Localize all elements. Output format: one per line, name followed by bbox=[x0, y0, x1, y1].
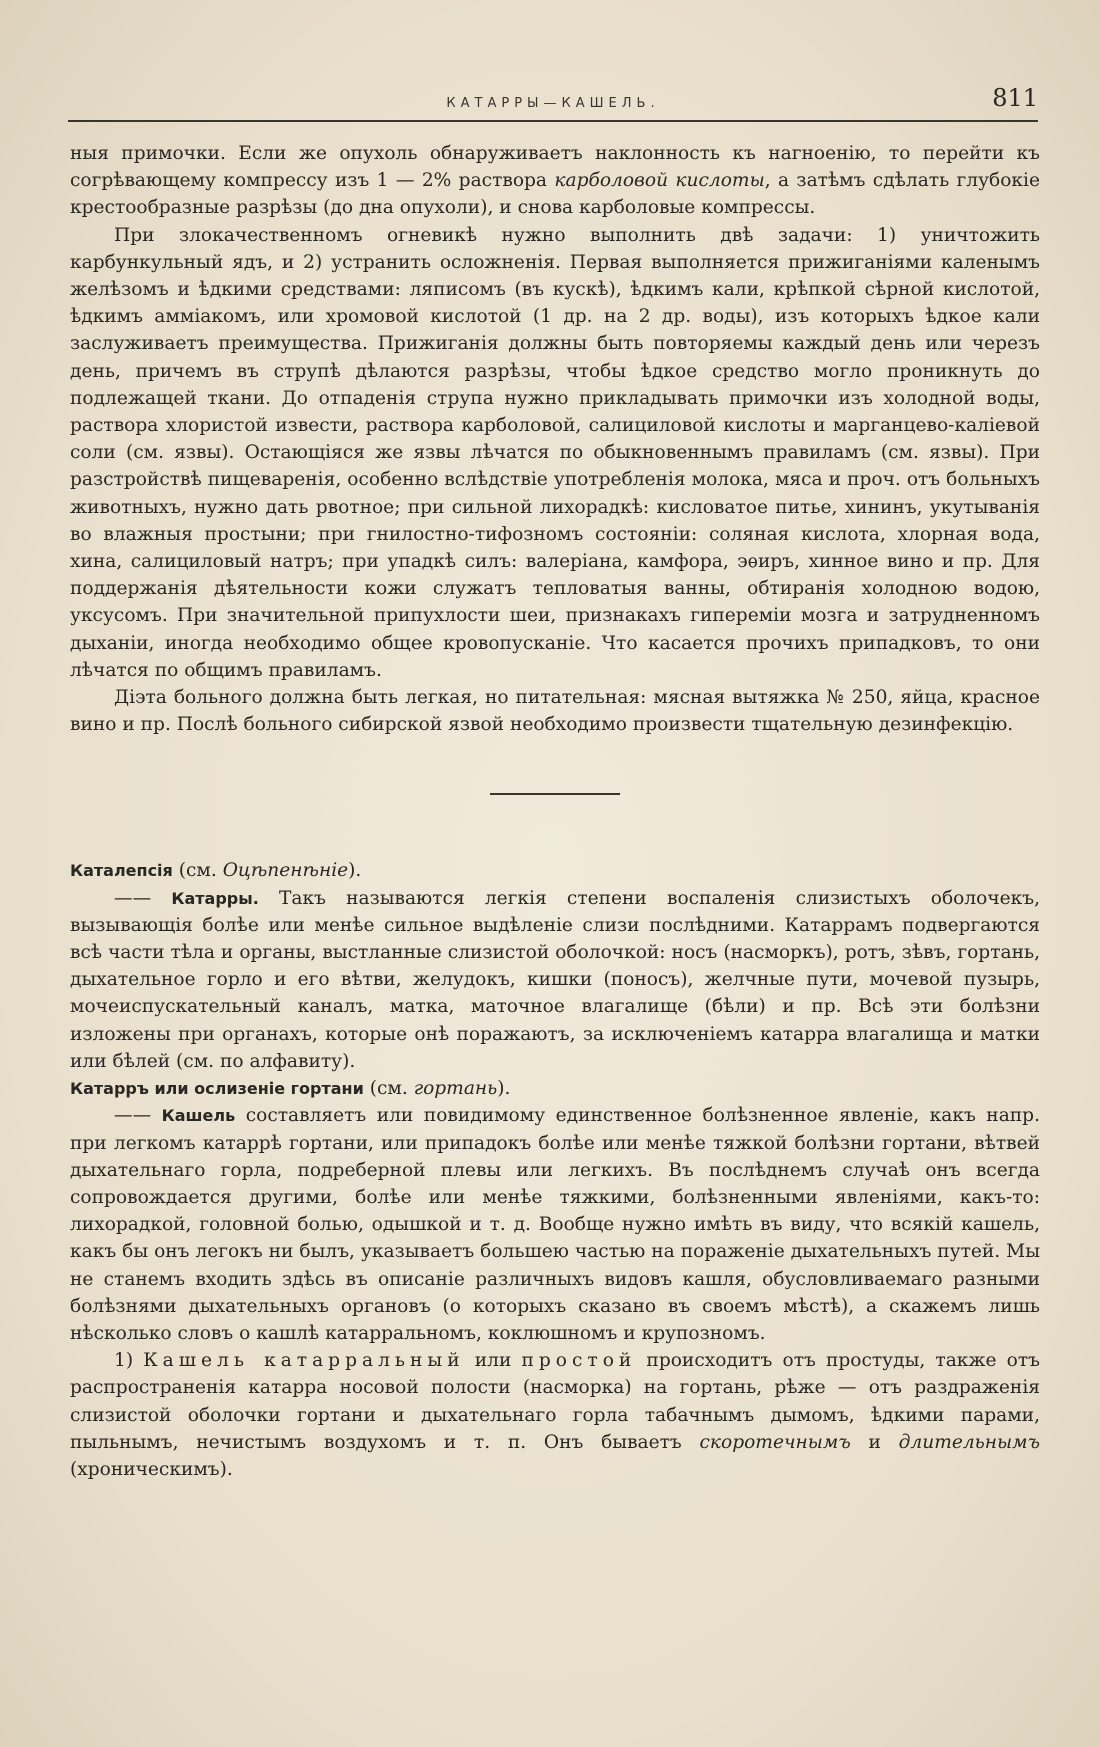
text-run: и bbox=[850, 1431, 899, 1453]
text-run: 1) bbox=[114, 1350, 144, 1372]
paragraph-malignant-treatment: При злокачественномъ огневикѣ нужно выполнить двѣ задачи: 1) уничтожить карбункульный ядъ, и 2) устранить осложненія. Первая выполняется прижиганіями каленымъ желѣзомъ и ѣдкими средствами: ляписомъ (въ кускѣ), ѣдкимъ кали, крѣпкой сѣрной кислотой, ѣдкимъ аммiакомъ, или хромовой кислотой (1 др. на 2 др. воды), изъ которыхъ ѣдкое кали заслуживаетъ преимущества. Прижиганія должны быть повторяемы каждый день или черезъ день, причемъ въ струпѣ дѣлаются разрѣзы, чтобы ѣдкое средство могло проникнуть до подлежащей ткани. До отпаденія струпа нужно прикладывать примочки изъ холодной воды, раствора хлористой извести, раствора карболовой, салициловой кислоты и марганцево-каліевой соли (см. язвы). Остающіяся же язвы лѣчатся по обыкновеннымъ правиламъ (см. язвы). При разстройствѣ пищеваренія, особенно вслѣдствіе употребленія молока, мяса и проч. отъ больныхъ животныхъ, нужно дать рвотное; при сильной лихорадкѣ: кисловатое питье, хининъ, укутыванія во влажныя простыни; при гнилостно-тифозномъ состояніи: соляная кислота, хлорная вода, хина, салициловый натръ; при упадкѣ силъ: валеріана, камфора, эѳиръ, хинное вино и пр. Для поддержанія дѣятельности кожи служатъ тепловатыя ванны, обтиранія холодною водою, уксусомъ. При значительной припухлости шеи, признакахъ гипереміи мозга и затрудненномъ дыханіи, иногда необходимо общее кровопусканіе. Что касается прочихъ припадковъ, то они лѣчатся по общимъ правиламъ. bbox=[70, 224, 1040, 681]
text-run: , а затѣмъ сдѣлать глубокіе крестообразные разрѣзы (до дна опухоли), и снова карболовые компрессы. bbox=[70, 170, 1041, 219]
entry-catalepsy bbox=[70, 857, 1040, 884]
page-number: 811 bbox=[992, 84, 1038, 112]
paragraph-diet: Діэта больного должна быть легкая, но питательная: мясная вытяжка № 250, яйца, красное вино и пр. Послѣ больного сибирской язвой необходимо произвести тщательную дезинфекцію. bbox=[70, 687, 1040, 736]
text-run: (см. bbox=[363, 1078, 414, 1100]
entry-headword: Кашель bbox=[161, 1106, 236, 1126]
entry-larynx-catarrh bbox=[70, 1075, 1040, 1102]
paragraph-compress-treatment bbox=[70, 140, 1040, 222]
text-run: (хроническимъ). bbox=[70, 1458, 233, 1480]
emphasis-text: длительнымъ bbox=[898, 1431, 1040, 1453]
text-run: Такъ называются легкія степени воспаленія слизистыхъ оболочекъ, вызывающія болѣе или менѣе сильное выдѣленіе слизи послѣдними. Катаррамъ подвергаются всѣ части тѣла и органы, выстланные слизистой оболочкой: носъ (насморкъ), ротъ, зѣвъ, гортань, дыхательное горло и его вѣтви, желудокъ, кишки (поносъ), желчные пути, мочевой пузырь, мочеиспускательный каналъ, матка, маточное влагалище (бѣли) и пр. Всѣ эти болѣзни изложены при органахъ, которые онѣ поражаютъ, за исключеніемъ катарра влагалища и матки или бѣлей (см. по алфавиту). bbox=[70, 887, 1040, 1072]
entry-dash: —— bbox=[114, 1105, 162, 1127]
emphasis-text: скоротечнымъ bbox=[699, 1431, 851, 1453]
text-run: ). bbox=[348, 860, 362, 882]
entry-headword: Каталепсія bbox=[70, 861, 173, 881]
text-run: ). bbox=[497, 1078, 511, 1100]
emphasis-text: карболовой кислоты bbox=[554, 170, 765, 192]
section-divider bbox=[490, 793, 620, 795]
entry-headword: Катарръ или ослизеніе гортани bbox=[70, 1079, 364, 1099]
cross-reference: гортань bbox=[413, 1078, 498, 1100]
entry-cough bbox=[70, 1102, 1040, 1347]
paragraph-catarrhal-cough bbox=[70, 1347, 1040, 1483]
spaced-term: простой bbox=[521, 1350, 637, 1372]
text-run: происходитъ отъ простуды, также отъ распространенія катарра носовой полости (насморка) на гортань, рѣже — отъ раздраженія слизистой оболочки гортани и дыхательнаго горла табачнымъ дымомъ, ѣдкими парами, пыльнымъ, нечистымъ воздухомъ и т. п. Онъ бываетъ bbox=[70, 1350, 1040, 1453]
running-title: КАТАРРЫ—КАШЕЛЬ. bbox=[446, 96, 660, 111]
body-text bbox=[70, 140, 1040, 1483]
text-run: составляетъ или повидимому единственное болѣзненное явленіе, какъ напр. при легкомъ катаррѣ гортани, или припадокъ болѣе или менѣе тяжкой болѣзни гортани, вѣтвей дыхательнаго горла, подреберной плевы или легкихъ. Въ послѣднемъ случаѣ онъ всегда сопровождается другими, болѣе или менѣе тяжкими, болѣзненными явленіями, какъ-то: лихорадкой, головной болью, одышкой и т. д. Вообще нужно имѣть въ виду, что всякій кашель, какъ бы онъ легокъ ни былъ, указываетъ большею частью на пораженіе дыхательныхъ путей. Мы не станемъ входить здѣсь въ описаніе различныхъ видовъ кашля, обусловливаемаго разными болѣзнями дыхательныхъ органовъ (о которыхъ сказано въ своемъ мѣстѣ), а скажемъ лишь нѣсколько словъ о кашлѣ катарральномъ, коклюшномъ и крупозномъ. bbox=[70, 1105, 1040, 1344]
entry-headword: Катарры. bbox=[171, 888, 259, 908]
cross-reference: Оцѣпенѣніе bbox=[222, 860, 349, 882]
entry-catarrhs bbox=[70, 885, 1040, 1075]
text-run: или bbox=[464, 1350, 522, 1372]
page-header bbox=[68, 84, 1038, 122]
text-run: ныя примочки. Если же опухоль обнаруживаетъ наклонность къ нагноенію, то перейти къ согрѣвающему компрессу изъ 1 — 2% раствора bbox=[70, 143, 1040, 192]
spaced-term: Кашель катарральный bbox=[143, 1350, 465, 1372]
text-run: (см. bbox=[172, 860, 223, 882]
entry-dash: —— bbox=[114, 887, 172, 909]
